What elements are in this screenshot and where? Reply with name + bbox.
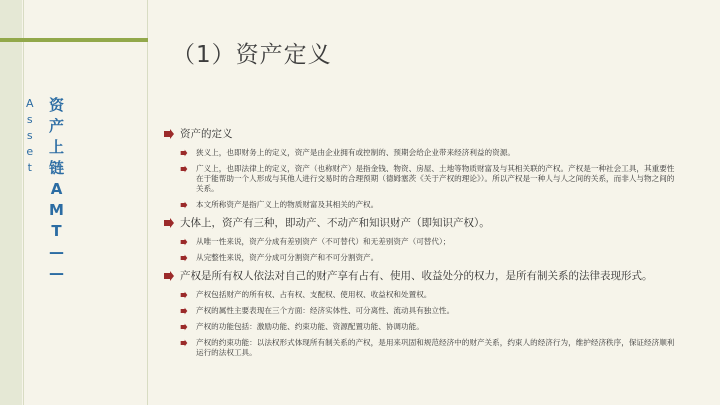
bullet-level1 — [163, 269, 683, 283]
arrow-bullet-icon — [180, 165, 188, 173]
vertical-cn-char: T — [51, 222, 62, 240]
bullet-level2 — [180, 164, 680, 194]
bullet-level1 — [163, 127, 683, 141]
section-item: 广义上，也即法律上的定义，资产（也称财产）是指金钱、物资、房屋、土地等物质财富及与其相关联的产权。产权是一种社会工具，其重要性在于能帮助一个人形成与其他人进行交易时的合理预期（德姆塞茨《关于产权的理论》）。所以产权是一种人与人之间的关系，而非人与物之间的关系。 — [196, 164, 675, 193]
section-item: 产权的功能包括：激励功能、约束功能、资源配置功能、协调功能。 — [196, 322, 424, 331]
vertical-cn-char: 资 — [49, 96, 65, 114]
vertical-en-char: s — [26, 113, 33, 126]
slide-title: （1）资产定义 — [172, 42, 332, 68]
arrow-bullet-icon — [163, 217, 175, 229]
section-item: 本文所称资产是指广义上的物质财富及其相关的产权。 — [196, 200, 379, 209]
bullet-level2 — [180, 290, 680, 300]
vertical-en-char: s — [26, 129, 33, 142]
arrow-bullet-icon — [163, 128, 175, 140]
bullet-level2 — [180, 200, 680, 210]
section-heading: 产权是所有权人依法对自己的财产享有占有、使用、收益处分的权力，是所有制关系的法律表现形式。 — [180, 270, 653, 282]
section-item: 狭义上，也即财务上的定义，资产是由企业拥有或控制的、预期会给企业带来经济利益的资源。 — [196, 148, 515, 157]
vertical-cn-char: 上 — [49, 138, 65, 156]
section-heading: 大体上，资产有三种，即动产、不动产和知识财产（即知识产权）。 — [180, 217, 490, 229]
section-item: 从完整性来说，资产分成可分割资产和不可分割资产。 — [196, 253, 379, 262]
vertical-cn-char: M — [49, 201, 64, 219]
vertical-label-cn — [49, 98, 64, 287]
arrow-bullet-icon — [163, 270, 175, 282]
title-accent-bar — [0, 38, 148, 42]
section-heading: 资产的定义 — [180, 128, 233, 140]
bullet-level1 — [163, 216, 683, 230]
arrow-bullet-icon — [180, 149, 188, 157]
vertical-cn-char: — — [49, 243, 64, 261]
arrow-bullet-icon — [180, 254, 188, 262]
section-item: 产权的属性主要表现在三个方面：经济实体性、可分离性、流动具有独立性。 — [196, 306, 455, 315]
arrow-bullet-icon — [180, 307, 188, 315]
arrow-bullet-icon — [180, 323, 188, 331]
arrow-bullet-icon — [180, 339, 188, 347]
section-item: 产权包括财产的所有权、占有权、支配权、使用权、收益权和处置权。 — [196, 290, 432, 299]
arrow-bullet-icon — [180, 201, 188, 209]
arrow-bullet-icon — [180, 238, 188, 246]
section-item: 从唯一性来说，资产分成有差别资产（不可替代）和无差别资产（可替代）； — [196, 237, 451, 246]
bullet-level2 — [180, 306, 680, 316]
bullet-level2 — [180, 322, 680, 332]
left-divider-line — [23, 0, 24, 405]
bullet-level2 — [180, 338, 680, 358]
vertical-cn-char: A — [50, 180, 63, 198]
bullet-level2 — [180, 253, 680, 263]
vertical-cn-char: 产 — [49, 117, 65, 135]
slide-content — [163, 127, 683, 364]
left-decor-band — [0, 0, 22, 405]
vertical-en-char: e — [26, 145, 34, 158]
vertical-en-char: A — [26, 97, 34, 110]
bullet-level2 — [180, 148, 680, 158]
section-item: 产权的约束功能：以法权形式体现所有制关系的产权，是用来巩固和规范经济中的财产关系，约束人的经济行为，维护经济秩序，保证经济顺利运行的法权工具。 — [196, 338, 675, 357]
vertical-cn-char: 链 — [49, 159, 65, 177]
arrow-bullet-icon — [180, 291, 188, 299]
vertical-label-en — [26, 98, 34, 178]
vertical-cn-char: — — [49, 264, 64, 282]
bullet-level2 — [180, 237, 680, 247]
vertical-divider-line — [147, 0, 148, 405]
vertical-en-char: t — [27, 161, 32, 174]
